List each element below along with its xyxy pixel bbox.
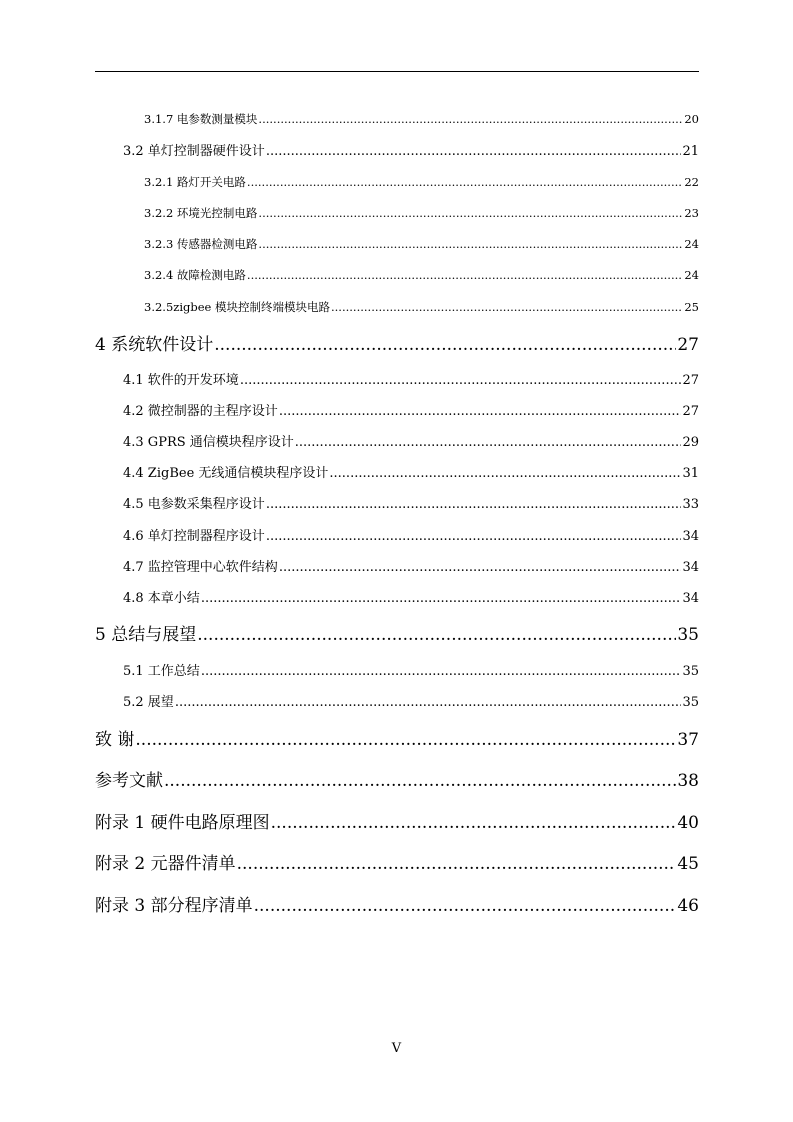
toc-leader-dots — [237, 856, 677, 873]
toc-leader-dots — [258, 239, 683, 251]
toc-entry-page: 24 — [684, 268, 699, 282]
toc-entry-label: 附录 3 部分程序清单 — [95, 896, 253, 916]
toc-entry-page: 35 — [682, 695, 699, 710]
toc-entry-page: 38 — [677, 771, 699, 791]
toc-entry-page: 29 — [682, 435, 699, 450]
toc-entry-page: 31 — [682, 466, 699, 481]
toc-entry[interactable] — [123, 436, 699, 449]
toc-entry[interactable] — [144, 270, 699, 282]
toc-entry-label: 5 总结与展望 — [95, 625, 197, 645]
toc-entry-page: 46 — [677, 896, 699, 916]
toc-entry-page: 24 — [684, 237, 699, 251]
toc-entry[interactable] — [144, 177, 699, 189]
toc-entry-page: 23 — [684, 206, 699, 220]
toc-leader-dots — [271, 815, 677, 832]
toc-leader-dots — [240, 374, 682, 387]
toc-leader-dots — [135, 732, 676, 749]
toc-entry[interactable] — [123, 530, 699, 543]
toc-entry[interactable] — [123, 467, 699, 480]
toc-entry-page: 25 — [684, 300, 699, 314]
toc-leader-dots — [201, 592, 682, 605]
toc-entry[interactable] — [95, 898, 699, 915]
toc-entry-page: 20 — [684, 112, 699, 126]
toc-entry-label: 3.2 单灯控制器硬件设计 — [123, 144, 265, 159]
toc-entry-label: 4.6 单灯控制器程序设计 — [123, 529, 265, 544]
page-number: V — [391, 1041, 402, 1056]
toc-leader-dots — [331, 302, 683, 314]
toc-leader-dots — [266, 145, 682, 158]
toc-entry-label: 4 系统软件设计 — [95, 335, 214, 355]
toc-entry[interactable] — [123, 665, 699, 678]
toc-leader-dots — [254, 898, 677, 915]
toc-entry-page: 35 — [677, 625, 699, 645]
toc-entry[interactable] — [144, 208, 699, 220]
toc-leader-dots — [295, 436, 682, 449]
toc-entry[interactable] — [123, 561, 699, 574]
toc-entry-label: 4.5 电参数采集程序设计 — [123, 497, 265, 512]
toc-entry[interactable] — [144, 239, 699, 251]
toc-entry-label: 3.2.5zigbee 模块控制终端模块电路 — [144, 300, 330, 314]
toc-entry[interactable] — [123, 498, 699, 511]
toc-entry-label: 4.3 GPRS 通信模块程序设计 — [123, 435, 294, 450]
toc-entry[interactable] — [123, 405, 699, 418]
toc-entry-label: 附录 2 元器件清单 — [95, 854, 236, 874]
toc-entry-label: 4.1 软件的开发环境 — [123, 373, 239, 388]
toc-leader-dots — [175, 696, 682, 709]
toc-leader-dots — [329, 467, 681, 480]
toc-entry[interactable] — [123, 145, 699, 158]
toc-entry-page: 33 — [682, 497, 699, 512]
toc-entry[interactable] — [95, 815, 699, 832]
toc-entry[interactable] — [144, 114, 699, 126]
toc-entry-label: 3.2.3 传感器检测电路 — [144, 237, 258, 251]
toc-entry-label: 附录 1 硬件电路原理图 — [95, 813, 270, 833]
toc-leader-dots — [164, 773, 676, 790]
toc-entry-page: 35 — [682, 664, 699, 679]
toc-entry-page: 27 — [682, 373, 699, 388]
toc-entry[interactable] — [144, 302, 699, 314]
toc-entry[interactable] — [95, 856, 699, 873]
toc-leader-dots — [214, 337, 676, 354]
toc-entry[interactable] — [123, 374, 699, 387]
toc-leader-dots — [247, 270, 683, 282]
toc-entry-label: 4.4 ZigBee 无线通信模块程序设计 — [123, 466, 329, 481]
toc-entry[interactable] — [95, 773, 699, 790]
toc-entry-page: 27 — [677, 335, 699, 355]
toc-entry-page: 40 — [677, 813, 699, 833]
toc-entry-page: 34 — [682, 529, 699, 544]
toc-entry[interactable] — [123, 592, 699, 605]
toc-leader-dots — [266, 498, 682, 511]
toc-entry-page: 21 — [682, 144, 699, 159]
toc-entry-page: 45 — [677, 854, 699, 874]
toc-entry[interactable] — [123, 696, 699, 709]
toc-leader-dots — [197, 627, 676, 644]
toc-entry-label: 致 谢 — [95, 730, 135, 750]
toc-entry-page: 34 — [682, 560, 699, 575]
toc-entry-label: 3.2.1 路灯开关电路 — [144, 175, 246, 189]
toc-entry[interactable] — [95, 337, 699, 354]
toc-leader-dots — [201, 665, 682, 678]
toc-entry-label: 参考文献 — [95, 771, 163, 791]
toc-leader-dots — [266, 530, 682, 543]
toc-entry-page: 34 — [682, 591, 699, 606]
toc-entry-label: 4.2 微控制器的主程序设计 — [123, 404, 278, 419]
toc-entry[interactable] — [95, 732, 699, 749]
toc-entry-page: 22 — [684, 175, 699, 189]
toc-leader-dots — [279, 405, 682, 418]
toc-leader-dots — [258, 114, 683, 126]
toc-leader-dots — [258, 208, 683, 220]
toc-leader-dots — [279, 561, 682, 574]
toc-entry-label: 3.2.4 故障检测电路 — [144, 268, 246, 282]
toc-leader-dots — [247, 177, 683, 189]
toc-entry[interactable] — [95, 627, 699, 644]
toc-entry-label: 3.1.7 电参数测量模块 — [144, 112, 258, 126]
toc-entry-label: 4.8 本章小结 — [123, 591, 200, 606]
toc-entry-label: 5.2 展望 — [123, 695, 174, 710]
toc-entry-page: 37 — [677, 730, 699, 750]
toc-entry-label: 3.2.2 环境光控制电路 — [144, 206, 258, 220]
toc-entry-page: 27 — [682, 404, 699, 419]
toc-entry-label: 4.7 监控管理中心软件结构 — [123, 560, 278, 575]
toc-entry-label: 5.1 工作总结 — [123, 664, 200, 679]
